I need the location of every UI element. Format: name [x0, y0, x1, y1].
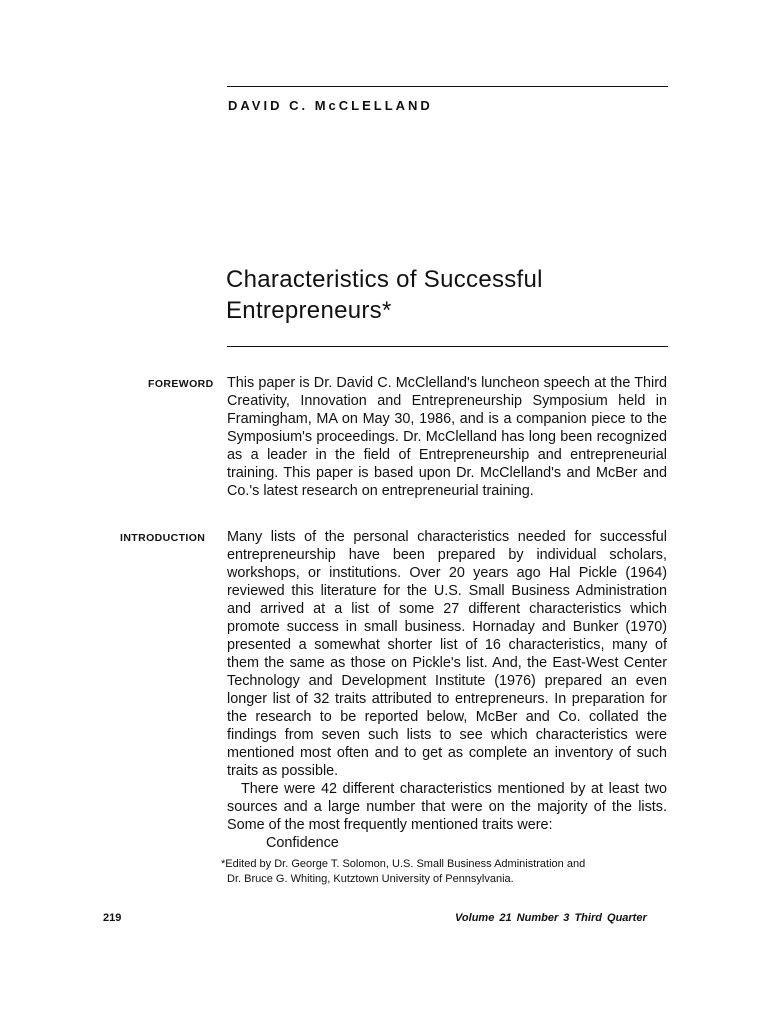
journal-folio: Volume 21 Number 3 Third Quarter	[455, 912, 647, 924]
footnote	[221, 857, 671, 887]
introduction-paragraph-1: Many lists of the personal characteristics needed for successful entrepreneurship have been prepared by individual scholars, workshops, or institutions. Over 20 years ago Hal Pickle (1964) reviewed this literature for the U.S. Small Business Administration and arrived at a list of some 27 different characteristics which promote success in small business. Hornaday and Bunker (1970) presented a somewhat shorter list of 16 characteristics, many of them the same as those on Pickle's list. And, the East-West Center Technology and Development Institute (1976) prepared an even longer list of 32 traits attributed to entrepreneurs. In preparation for the research to be reported below, McBer and Co. collated the findings from seven such lists to see which characteristics were mentioned most often and to get as complete an inventory of such traits as possible.	[227, 529, 667, 779]
introduction-section	[227, 528, 667, 834]
footnote-line-1: *Edited by Dr. George T. Solomon, U.S. Small Business Administration and	[221, 858, 586, 870]
author-name: DAVID C. McCLELLAND	[228, 98, 433, 113]
title-line-1: Characteristics of Successful	[226, 266, 543, 293]
article-title	[226, 264, 686, 326]
top-rule	[227, 86, 668, 87]
title-line-2: Entrepreneurs*	[226, 297, 392, 324]
trait-list-item: Confidence	[266, 835, 339, 851]
foreword-text: This paper is Dr. David C. McClelland's luncheon speech at the Third Creativity, Innovation and Entrepreneurship Symposium held in Framingham, MA on May 30, 1986, and is a companion piece to the Symposium's proceedings. Dr. McClelland has long been recognized as a leader in the field of Entrepreneurship and entrepreneurial training. This paper is based upon Dr. McClelland's and McBer and Co.'s latest research on entrepreneurial training.	[227, 375, 667, 499]
title-rule	[227, 346, 668, 347]
footnote-line-2: Dr. Bruce G. Whiting, Kutztown University of Pennsylvania.	[227, 873, 514, 885]
introduction-paragraph-2: There were 42 different characteristics mentioned by at least two sources and a large number that were on the majority of the lists. Some of the most frequently mentioned traits were:	[227, 781, 667, 833]
foreword-section	[227, 374, 667, 500]
page-number: 219	[103, 912, 122, 924]
introduction-label: INTRODUCTION	[120, 532, 206, 544]
foreword-label: FOREWORD	[148, 378, 214, 390]
